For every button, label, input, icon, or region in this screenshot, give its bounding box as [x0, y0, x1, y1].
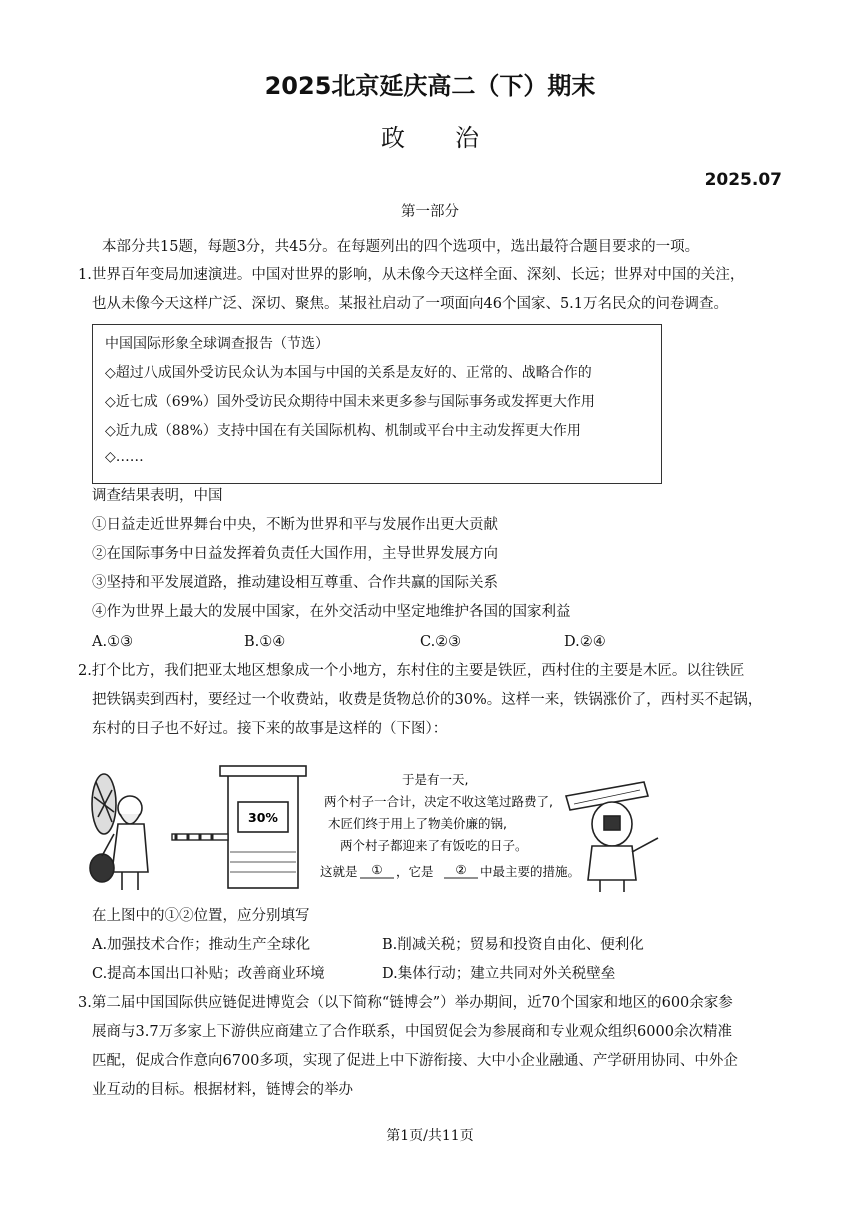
q3-stem-line: 匹配，促成合作意向6700多项，实现了促进上中下游衔接、大中小企业融通、产学研用协同、中外企: [92, 1053, 738, 1069]
survey-item: ◇超过八成国外受访民众认为本国与中国的关系是友好的、正常的、战略合作的: [105, 365, 592, 381]
q3-stem-line: 3.第二届中国国际供应链促进博览会（以下简称“链博会”）举办期间，近70个国家和地区的600余家参: [78, 995, 733, 1011]
q2-option-c: C.提高本国出口补贴；改善商业环境: [92, 966, 325, 982]
exam-date: 2025.07: [704, 170, 782, 190]
q3-stem-line: 业互动的目标。根据材料，链博会的举办: [92, 1082, 353, 1098]
q1-stem-line: 也从未像今天这样广泛、深切、聚焦。某报社启动了一项面向46个国家、5.1万名民众的问卷调查。: [92, 296, 729, 312]
q1-statement: ④作为世界上最大的发展中国家，在外交活动中坚定地维护各国的国家利益: [92, 604, 571, 620]
q2-stem-line: 东村的日子也不好过。接下来的故事是这样的（下图）：: [92, 721, 448, 737]
section-instruction: 本部分共15题，每题3分，共45分。在每题列出的四个选项中，选出最符合题目要求的一项。: [102, 239, 700, 255]
q1-option-d: D.②④: [564, 634, 606, 650]
q2-cartoon-figure: [88, 762, 688, 894]
q2-option-d: D.集体行动；建立共同对外关税壁垒: [382, 966, 616, 982]
cartoon-text-line: 于是有一天,: [402, 772, 469, 787]
q1-option-a: A.①③: [92, 634, 134, 650]
q2-stem-line: 2.打个比方，我们把亚太地区想象成一个小地方，东村住的主要是铁匠，西村住的主要是木匠。以往铁匠: [78, 663, 745, 679]
survey-item: ◇近九成（88%）支持中国在有关国际机构、机制或平台中主动发挥更大作用: [105, 423, 581, 439]
exam-title: 2025北京延庆高二（下）期末: [264, 72, 596, 100]
toll-rate-label: 30%: [248, 810, 278, 825]
cartoon-text-last-c: 中最主要的措施。: [480, 864, 581, 879]
page-number: 第1页/共11页: [386, 1128, 474, 1144]
cartoon-text-line: 两个村子一合计，决定不收这笔过路费了,: [324, 794, 553, 809]
q3-stem-line: 展商与3.7万多家上下游供应商建立了合作联系，中国贸促会为参展商和专业观众组织6000余次精准: [92, 1024, 732, 1040]
q1-statement: ②在国际事务中日益发挥着负责任大国作用，主导世界发展方向: [92, 546, 498, 562]
subject-title: 政治: [381, 124, 529, 152]
cartoon-text-line: 木匠们终于用上了物美价廉的锅,: [328, 816, 507, 831]
cartoon-blank-2: ②: [455, 862, 467, 877]
blacksmith-figure: [90, 774, 148, 890]
q1-lead: 调查结果表明，中国: [92, 488, 223, 504]
cartoon-text-last-b: ，它是: [396, 864, 434, 879]
q1-option-b: B.①④: [244, 634, 286, 650]
q2-lead: 在上图中的①②位置，应分别填写: [92, 908, 310, 924]
cartoon-blank-1: ①: [371, 862, 383, 877]
q1-statement: ①日益走近世界舞台中央，不断为世界和平与发展作出更大贡献: [92, 517, 498, 533]
section-title: 第一部分: [401, 204, 459, 220]
q1-option-c: C.②③: [420, 634, 462, 650]
q1-survey-box: [92, 324, 662, 484]
cartoon-text-line: 两个村子都迎来了有饭吃的日子。: [340, 838, 528, 853]
q1-stem-line: 1.世界百年变局加速演进。中国对世界的影响，从未像今天这样全面、深刻、长远；世界对中国的关注，: [78, 267, 745, 283]
q1-statement: ③坚持和平发展道路，推动建设相互尊重、合作共赢的国际关系: [92, 575, 498, 591]
toll-barrier: [172, 834, 228, 840]
q2-option-a: A.加强技术合作；推动生产全球化: [92, 937, 311, 953]
cartoon-illustration: [88, 762, 688, 894]
survey-box-title: 中国国际形象全球调查报告（节选）: [105, 336, 329, 352]
q2-option-b: B.削减关税；贸易和投资自由化、便利化: [382, 937, 644, 953]
toll-booth: [220, 766, 306, 888]
survey-item: ◇近七成（69%）国外受访民众期待中国未来更多参与国际事务或发挥更大作用: [105, 394, 595, 410]
survey-item: ◇……: [105, 449, 144, 465]
q2-stem-line: 把铁锅卖到西村，要经过一个收费站，收费是货物总价的30%。这样一来，铁锅涨价了，西村买不起锅，: [92, 692, 763, 708]
cartoon-text-last-a: 这就是: [320, 864, 358, 879]
